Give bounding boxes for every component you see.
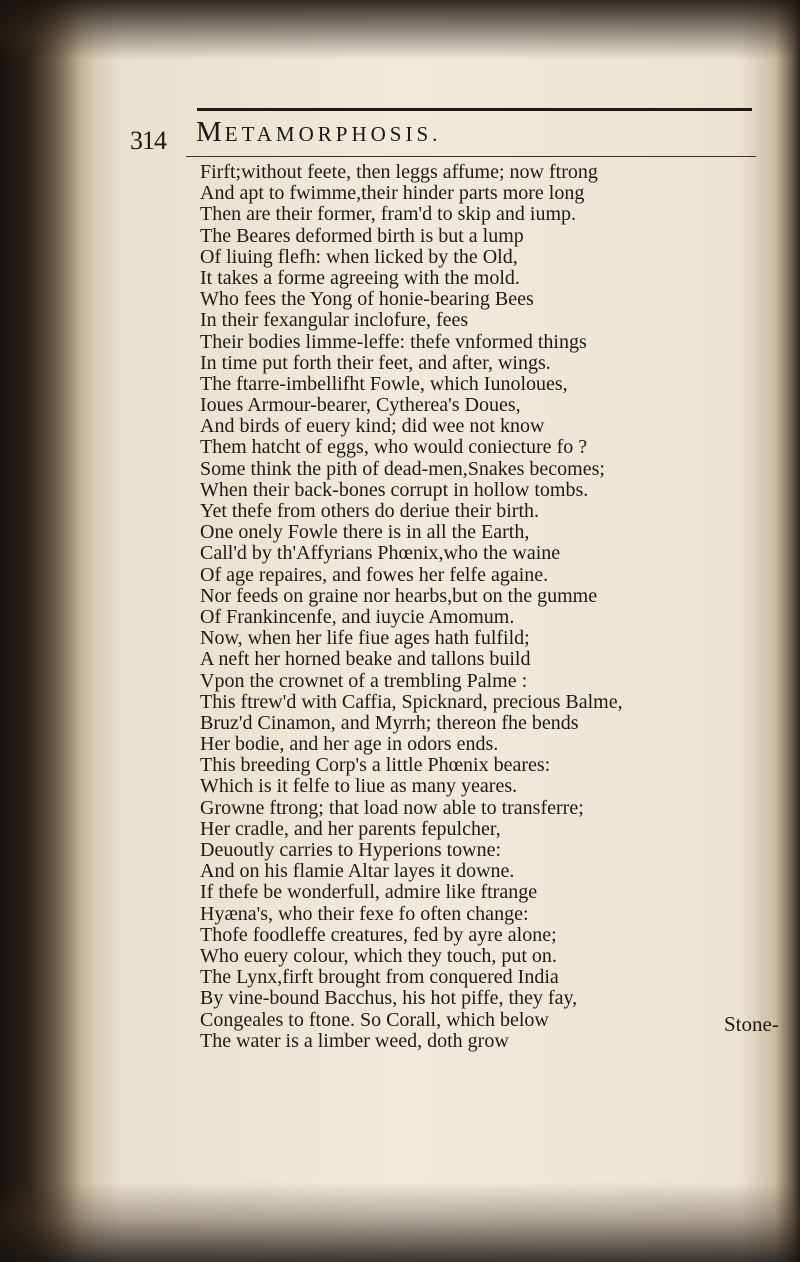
verse-line: And birds of euery kind; did wee not know — [200, 415, 545, 438]
verse-line: By vine-bound Bacchus, his hot piffe, they fay, — [200, 987, 578, 1010]
verse-text — [200, 162, 770, 1052]
verse-line: Congeales to ftone. So Corall, which below — [200, 1008, 549, 1031]
verse-line: In time put forth their feet, and after, wings. — [200, 351, 551, 374]
verse-line: The Beares deformed birth is but a lump — [200, 224, 524, 247]
verse-line: Of age repaires, and fowes her felfe againe. — [200, 563, 549, 586]
bottom-edge-shadow — [0, 1182, 800, 1262]
verse-line: Them hatcht of eggs, who would coniecture fo ? — [200, 436, 588, 459]
verse-line: Of liuing flefh: when licked by the Old, — [200, 245, 518, 268]
binding-gutter-shadow — [0, 0, 95, 1262]
verse-line: Some think the pith of dead-men,Snakes becomes; — [200, 457, 605, 480]
verse-line: And apt to fwimme,their hinder parts more long — [200, 182, 585, 205]
verse-line: In their fexangular inclofure, fees — [200, 309, 469, 332]
verse-line: Vpon the crownet of a trembling Palme : — [200, 669, 528, 692]
header-thick-rule — [197, 108, 752, 111]
verse-line: A neft her horned beake and tallons build — [200, 648, 531, 671]
verse-line: Her cradle, and her parents fepulcher, — [200, 817, 501, 840]
verse-line: This breeding Corp's a little Phœnix beares: — [200, 754, 551, 777]
verse-line: Her bodie, and her age in odors ends. — [200, 733, 499, 756]
verse-line: It takes a forme agreeing with the mold. — [200, 266, 520, 289]
verse-line: Ioues Armour-bearer, Cytherea's Doues, — [200, 394, 521, 417]
verse-line: The ftarre-imbellifht Fowle, which Iunoloues, — [200, 372, 568, 395]
verse-line: Growne ftrong; that load now able to transferre; — [200, 796, 584, 819]
header-thin-rule — [186, 156, 756, 157]
top-edge-shadow — [0, 0, 800, 60]
verse-line: Who euery colour, which they touch, put on. — [200, 944, 557, 967]
verse-line: Hyæna's, who their fexe fo often change: — [200, 902, 529, 925]
verse-line: And on his flamie Altar layes it downe. — [200, 860, 515, 883]
verse-line: Who fees the Yong of honie-bearing Bees — [200, 288, 534, 311]
verse-line: Of Frankincenfe, and iuycie Amomum. — [200, 605, 515, 628]
catchword: Stone- — [724, 1012, 779, 1036]
verse-line: When their back-bones corrupt in hollow tombs. — [200, 478, 589, 501]
verse-line: Then are their former, fram'd to skip and iump. — [200, 203, 577, 226]
verse-line: Now, when her life fiue ages hath fulfild; — [200, 627, 530, 650]
running-head — [196, 116, 441, 149]
verse-line: Deuoutly carries to Hyperions towne: — [200, 839, 502, 861]
verse-line: The water is a limber weed, doth grow — [200, 1029, 509, 1052]
verse-line: Firft;without feete, then leggs affume; now ftrong — [200, 161, 598, 183]
verse-line: The Lynx,firft brought from conquered India — [200, 966, 559, 989]
running-head-initial: M — [196, 116, 225, 148]
running-head-rest: ETAMORPHOSIS. — [224, 122, 442, 146]
verse-line: Call'd by th'Affyrians Phœnix,who the waine — [200, 542, 561, 565]
verse-line: Their bodies limme-leffe: thefe vnformed things — [200, 330, 587, 353]
verse-line: If thefe be wonderfull, admire like ftrange — [200, 881, 538, 904]
verse-line: Nor feeds on graine nor hearbs,but on the gumme — [200, 584, 598, 607]
verse-line: This ftrew'd with Caffia, Spicknard, precious Balme, — [200, 690, 623, 713]
verse-line: Thofe foodleffe creatures, fed by ayre alone; — [200, 923, 557, 946]
verse-line: One onely Fowle there is in all the Earth, — [200, 521, 530, 544]
page-number: 314 — [130, 126, 166, 155]
verse-line: Bruz'd Cinamon, and Myrrh; thereon fhe bends — [200, 711, 579, 734]
verse-line: Yet thefe from others do deriue their birth. — [200, 500, 539, 522]
verse-line: Which is it felfe to liue as many yeares. — [200, 775, 518, 798]
